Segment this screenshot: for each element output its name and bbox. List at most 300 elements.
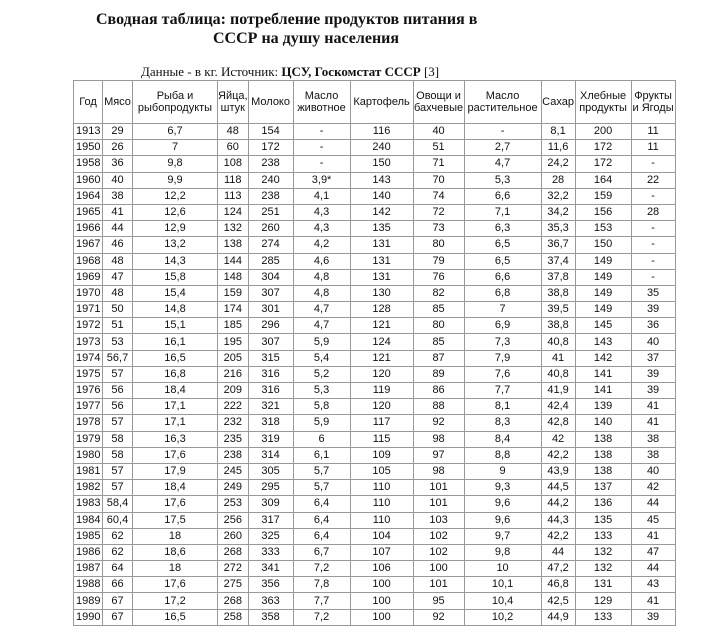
source-reference[interactable]: [3]	[420, 64, 440, 79]
value-cell: 15,8	[133, 269, 218, 285]
value-cell: 66	[103, 577, 133, 593]
value-cell: 13,2	[133, 237, 218, 253]
value-cell: 268	[218, 593, 249, 609]
value-cell: 285	[248, 253, 293, 269]
column-header: Картофель	[350, 81, 413, 124]
table-row	[74, 237, 676, 253]
value-cell: 34,2	[541, 204, 575, 220]
value-cell: 85	[413, 302, 464, 318]
value-cell: 41	[631, 399, 675, 415]
year-cell: 1970	[74, 285, 103, 301]
value-cell: 43	[631, 577, 675, 593]
value-cell: 148	[218, 269, 249, 285]
page-title	[96, 10, 536, 48]
value-cell: 41	[541, 350, 575, 366]
value-cell: 8,4	[464, 431, 541, 447]
value-cell: 8,1	[464, 399, 541, 415]
value-cell: 159	[218, 285, 249, 301]
value-cell: 48	[103, 285, 133, 301]
value-cell: 47	[631, 544, 675, 560]
value-cell: 58	[103, 431, 133, 447]
value-cell: 5,9	[293, 334, 350, 350]
value-cell: 131	[350, 253, 413, 269]
value-cell: 4,7	[464, 156, 541, 172]
value-cell: 143	[350, 172, 413, 188]
value-cell: 39	[631, 366, 675, 382]
value-cell: 101	[413, 480, 464, 496]
value-cell: -	[631, 253, 675, 269]
value-cell: 245	[218, 463, 249, 479]
value-cell: 6,4	[293, 512, 350, 528]
value-cell: 240	[350, 140, 413, 156]
value-cell: 172	[248, 140, 293, 156]
value-cell: 9,3	[464, 480, 541, 496]
value-cell: 7,3	[464, 334, 541, 350]
value-cell: 12,9	[133, 221, 218, 237]
value-cell: 9,9	[133, 172, 218, 188]
value-cell: 51	[103, 318, 133, 334]
value-cell: 24,2	[541, 156, 575, 172]
value-cell: 100	[413, 561, 464, 577]
value-cell: 6,9	[464, 318, 541, 334]
value-cell: 185	[218, 318, 249, 334]
table-row	[74, 383, 676, 399]
value-cell: 38	[103, 188, 133, 204]
header-row	[74, 81, 676, 124]
source-caption	[141, 64, 439, 80]
value-cell: 363	[248, 593, 293, 609]
value-cell: 44,3	[541, 512, 575, 528]
value-cell: 35	[631, 285, 675, 301]
value-cell: 29	[103, 124, 133, 140]
value-cell: 6,7	[293, 544, 350, 560]
table-row	[74, 480, 676, 496]
table-row	[74, 172, 676, 188]
value-cell: 119	[350, 383, 413, 399]
value-cell: 341	[248, 561, 293, 577]
table-row	[74, 561, 676, 577]
column-header: Фрукты и Ягоды	[631, 81, 675, 124]
value-cell: 238	[248, 156, 293, 172]
value-cell: 79	[413, 253, 464, 269]
value-cell: 16,5	[133, 350, 218, 366]
year-cell: 1989	[74, 593, 103, 609]
value-cell: 258	[218, 609, 249, 625]
table-row	[74, 528, 676, 544]
value-cell: 57	[103, 415, 133, 431]
value-cell: 130	[350, 285, 413, 301]
value-cell: 71	[413, 156, 464, 172]
year-cell: 1988	[74, 577, 103, 593]
value-cell: 36	[103, 156, 133, 172]
value-cell: 39	[631, 383, 675, 399]
table-row	[74, 253, 676, 269]
value-cell: 6,3	[464, 221, 541, 237]
value-cell: -	[293, 156, 350, 172]
column-header: Масло животное	[293, 81, 350, 124]
value-cell: 36,7	[541, 237, 575, 253]
value-cell: 10,2	[464, 609, 541, 625]
value-cell: 156	[575, 204, 631, 220]
value-cell: 238	[218, 447, 249, 463]
value-cell: 10,1	[464, 577, 541, 593]
value-cell: 98	[413, 463, 464, 479]
value-cell: 18,4	[133, 480, 218, 496]
value-cell: 35,3	[541, 221, 575, 237]
value-cell: 132	[575, 561, 631, 577]
year-cell: 1979	[74, 431, 103, 447]
year-cell: 1982	[74, 480, 103, 496]
value-cell: -	[631, 156, 675, 172]
value-cell: 296	[248, 318, 293, 334]
value-cell: 140	[575, 415, 631, 431]
value-cell: 159	[575, 188, 631, 204]
value-cell: 18	[133, 528, 218, 544]
table-row	[74, 366, 676, 382]
value-cell: 101	[413, 496, 464, 512]
value-cell: 149	[575, 269, 631, 285]
value-cell: 38	[631, 431, 675, 447]
value-cell: 14,3	[133, 253, 218, 269]
value-cell: 140	[350, 188, 413, 204]
value-cell: 10,4	[464, 593, 541, 609]
value-cell: 12,2	[133, 188, 218, 204]
value-cell: 50	[103, 302, 133, 318]
value-cell: 45	[631, 512, 675, 528]
value-cell: 108	[218, 156, 249, 172]
value-cell: 321	[248, 399, 293, 415]
value-cell: 100	[350, 577, 413, 593]
value-cell: 103	[413, 512, 464, 528]
value-cell: 316	[248, 366, 293, 382]
value-cell: 149	[575, 285, 631, 301]
value-cell: 4,3	[293, 221, 350, 237]
value-cell: 10	[464, 561, 541, 577]
value-cell: 9	[464, 463, 541, 479]
value-cell: 121	[350, 318, 413, 334]
value-cell: 32,2	[541, 188, 575, 204]
table-row	[74, 318, 676, 334]
value-cell: 132	[575, 544, 631, 560]
value-cell: 138	[575, 463, 631, 479]
value-cell: 256	[218, 512, 249, 528]
year-cell: 1966	[74, 221, 103, 237]
table-row	[74, 431, 676, 447]
value-cell: 4,8	[293, 269, 350, 285]
value-cell: 121	[350, 350, 413, 366]
value-cell: -	[631, 269, 675, 285]
value-cell: 7,6	[464, 366, 541, 382]
value-cell: 47,2	[541, 561, 575, 577]
value-cell: 9,7	[464, 528, 541, 544]
value-cell: 4,7	[293, 302, 350, 318]
value-cell: 17,9	[133, 463, 218, 479]
value-cell: 172	[575, 140, 631, 156]
value-cell: 40	[631, 463, 675, 479]
value-cell: 295	[248, 480, 293, 496]
year-cell: 1968	[74, 253, 103, 269]
value-cell: 38,8	[541, 285, 575, 301]
value-cell: 307	[248, 285, 293, 301]
value-cell: 117	[350, 415, 413, 431]
value-cell: 135	[575, 512, 631, 528]
value-cell: 16,1	[133, 334, 218, 350]
value-cell: 314	[248, 447, 293, 463]
year-cell: 1958	[74, 156, 103, 172]
value-cell: 44	[631, 561, 675, 577]
value-cell: 43,9	[541, 463, 575, 479]
value-cell: 260	[218, 528, 249, 544]
value-cell: 14,8	[133, 302, 218, 318]
value-cell: 8,8	[464, 447, 541, 463]
value-cell: 97	[413, 447, 464, 463]
value-cell: 110	[350, 480, 413, 496]
value-cell: 100	[350, 609, 413, 625]
value-cell: 7,2	[293, 609, 350, 625]
value-cell: 51	[413, 140, 464, 156]
value-cell: 154	[248, 124, 293, 140]
value-cell: 41	[631, 528, 675, 544]
value-cell: 36	[631, 318, 675, 334]
value-cell: 249	[218, 480, 249, 496]
consumption-table	[73, 80, 676, 626]
value-cell: 129	[575, 593, 631, 609]
value-cell: 40,8	[541, 366, 575, 382]
value-cell: 38,8	[541, 318, 575, 334]
value-cell: 7	[464, 302, 541, 318]
value-cell: 26	[103, 140, 133, 156]
value-cell: 137	[575, 480, 631, 496]
value-cell: 17,1	[133, 399, 218, 415]
value-cell: 17,1	[133, 415, 218, 431]
value-cell: 6,5	[464, 237, 541, 253]
value-cell: 115	[350, 431, 413, 447]
value-cell: 58,4	[103, 496, 133, 512]
value-cell: 37	[631, 350, 675, 366]
year-cell: 1960	[74, 172, 103, 188]
year-cell: 1976	[74, 383, 103, 399]
value-cell: 64	[103, 561, 133, 577]
table-row	[74, 544, 676, 560]
value-cell: 301	[248, 302, 293, 318]
value-cell: 16,5	[133, 609, 218, 625]
value-cell: 124	[218, 204, 249, 220]
value-cell: 100	[350, 593, 413, 609]
value-cell: 41	[103, 204, 133, 220]
value-cell: 56	[103, 383, 133, 399]
value-cell: 73	[413, 221, 464, 237]
table-row	[74, 204, 676, 220]
year-cell: 1983	[74, 496, 103, 512]
value-cell: 46	[103, 237, 133, 253]
value-cell: 42,2	[541, 447, 575, 463]
value-cell: 150	[350, 156, 413, 172]
value-cell: 132	[218, 221, 249, 237]
value-cell: 28	[541, 172, 575, 188]
year-cell: 1990	[74, 609, 103, 625]
value-cell: 318	[248, 415, 293, 431]
value-cell: 37,8	[541, 269, 575, 285]
value-cell: 143	[575, 334, 631, 350]
value-cell: 56	[103, 399, 133, 415]
value-cell: 42,4	[541, 399, 575, 415]
table-row	[74, 221, 676, 237]
value-cell: 6,6	[464, 269, 541, 285]
value-cell: 88	[413, 399, 464, 415]
source-name: ЦСУ, Госкомстат СССР	[281, 64, 421, 79]
value-cell: 109	[350, 447, 413, 463]
value-cell: 40	[631, 334, 675, 350]
value-cell: 325	[248, 528, 293, 544]
value-cell: 39,5	[541, 302, 575, 318]
value-cell: 17,6	[133, 496, 218, 512]
value-cell: 6,5	[464, 253, 541, 269]
value-cell: 268	[218, 544, 249, 560]
value-cell: 2,7	[464, 140, 541, 156]
value-cell: -	[464, 124, 541, 140]
value-cell: 15,1	[133, 318, 218, 334]
value-cell: 80	[413, 237, 464, 253]
value-cell: 172	[575, 156, 631, 172]
value-cell: 42,5	[541, 593, 575, 609]
year-cell: 1985	[74, 528, 103, 544]
value-cell: 135	[350, 221, 413, 237]
year-cell: 1969	[74, 269, 103, 285]
value-cell: -	[631, 221, 675, 237]
value-cell: 6,8	[464, 285, 541, 301]
value-cell: 319	[248, 431, 293, 447]
value-cell: 133	[575, 528, 631, 544]
value-cell: 164	[575, 172, 631, 188]
value-cell: 142	[575, 350, 631, 366]
value-cell: 4,6	[293, 253, 350, 269]
value-cell: 62	[103, 528, 133, 544]
year-cell: 1971	[74, 302, 103, 318]
table-row	[74, 577, 676, 593]
value-cell: 92	[413, 415, 464, 431]
value-cell: 107	[350, 544, 413, 560]
value-cell: 22	[631, 172, 675, 188]
year-cell: 1978	[74, 415, 103, 431]
column-header: Мясо	[103, 81, 133, 124]
value-cell: 60	[218, 140, 249, 156]
year-cell: 1987	[74, 561, 103, 577]
value-cell: 120	[350, 399, 413, 415]
table-row	[74, 512, 676, 528]
value-cell: 42,2	[541, 528, 575, 544]
year-cell: 1984	[74, 512, 103, 528]
year-cell: 1965	[74, 204, 103, 220]
value-cell: 58	[103, 447, 133, 463]
value-cell: 113	[218, 188, 249, 204]
value-cell: 17,6	[133, 447, 218, 463]
value-cell: 42	[631, 480, 675, 496]
value-cell: 67	[103, 593, 133, 609]
table-row	[74, 188, 676, 204]
value-cell: 39	[631, 609, 675, 625]
value-cell: 5,7	[293, 480, 350, 496]
value-cell: 356	[248, 577, 293, 593]
value-cell: 40	[413, 124, 464, 140]
value-cell: 275	[218, 577, 249, 593]
value-cell: 209	[218, 383, 249, 399]
value-cell: 89	[413, 366, 464, 382]
value-cell: 260	[248, 221, 293, 237]
value-cell: 8,1	[541, 124, 575, 140]
value-cell: 5,7	[293, 463, 350, 479]
table-row	[74, 415, 676, 431]
value-cell: 8,3	[464, 415, 541, 431]
table-row	[74, 593, 676, 609]
value-cell: 150	[575, 237, 631, 253]
value-cell: -	[631, 188, 675, 204]
value-cell: 39	[631, 302, 675, 318]
value-cell: -	[631, 237, 675, 253]
value-cell: 17,6	[133, 577, 218, 593]
table-row	[74, 496, 676, 512]
value-cell: 86	[413, 383, 464, 399]
value-cell: 7	[133, 140, 218, 156]
value-cell: 317	[248, 512, 293, 528]
column-header: Хлебные продукты	[575, 81, 631, 124]
value-cell: 131	[575, 577, 631, 593]
value-cell: 98	[413, 431, 464, 447]
value-cell: 60,4	[103, 512, 133, 528]
value-cell: 4,2	[293, 237, 350, 253]
year-cell: 1967	[74, 237, 103, 253]
value-cell: 44	[541, 544, 575, 560]
table-row	[74, 350, 676, 366]
value-cell: 205	[218, 350, 249, 366]
value-cell: 41,9	[541, 383, 575, 399]
year-cell: 1950	[74, 140, 103, 156]
value-cell: 124	[350, 334, 413, 350]
value-cell: 72	[413, 204, 464, 220]
value-cell: 240	[248, 172, 293, 188]
value-cell: 40,8	[541, 334, 575, 350]
value-cell: 133	[575, 609, 631, 625]
value-cell: 102	[413, 528, 464, 544]
year-cell: 1964	[74, 188, 103, 204]
value-cell: 309	[248, 496, 293, 512]
year-cell: 1986	[74, 544, 103, 560]
value-cell: -	[293, 140, 350, 156]
value-cell: 110	[350, 512, 413, 528]
value-cell: 118	[218, 172, 249, 188]
value-cell: 272	[218, 561, 249, 577]
value-cell: 235	[218, 431, 249, 447]
title-line-2: СССР на душу населения	[213, 30, 400, 47]
value-cell: 7,2	[293, 561, 350, 577]
value-cell: 87	[413, 350, 464, 366]
value-cell: 82	[413, 285, 464, 301]
value-cell: 138	[575, 447, 631, 463]
value-cell: 7,7	[293, 593, 350, 609]
value-cell: 28	[631, 204, 675, 220]
value-cell: 41	[631, 593, 675, 609]
value-cell: -	[293, 124, 350, 140]
value-cell: 70	[413, 172, 464, 188]
value-cell: 195	[218, 334, 249, 350]
table-row	[74, 302, 676, 318]
value-cell: 307	[248, 334, 293, 350]
value-cell: 16,3	[133, 431, 218, 447]
column-header: Яйца, штук	[218, 81, 249, 124]
value-cell: 44,5	[541, 480, 575, 496]
value-cell: 4,3	[293, 204, 350, 220]
year-cell: 1980	[74, 447, 103, 463]
value-cell: 232	[218, 415, 249, 431]
